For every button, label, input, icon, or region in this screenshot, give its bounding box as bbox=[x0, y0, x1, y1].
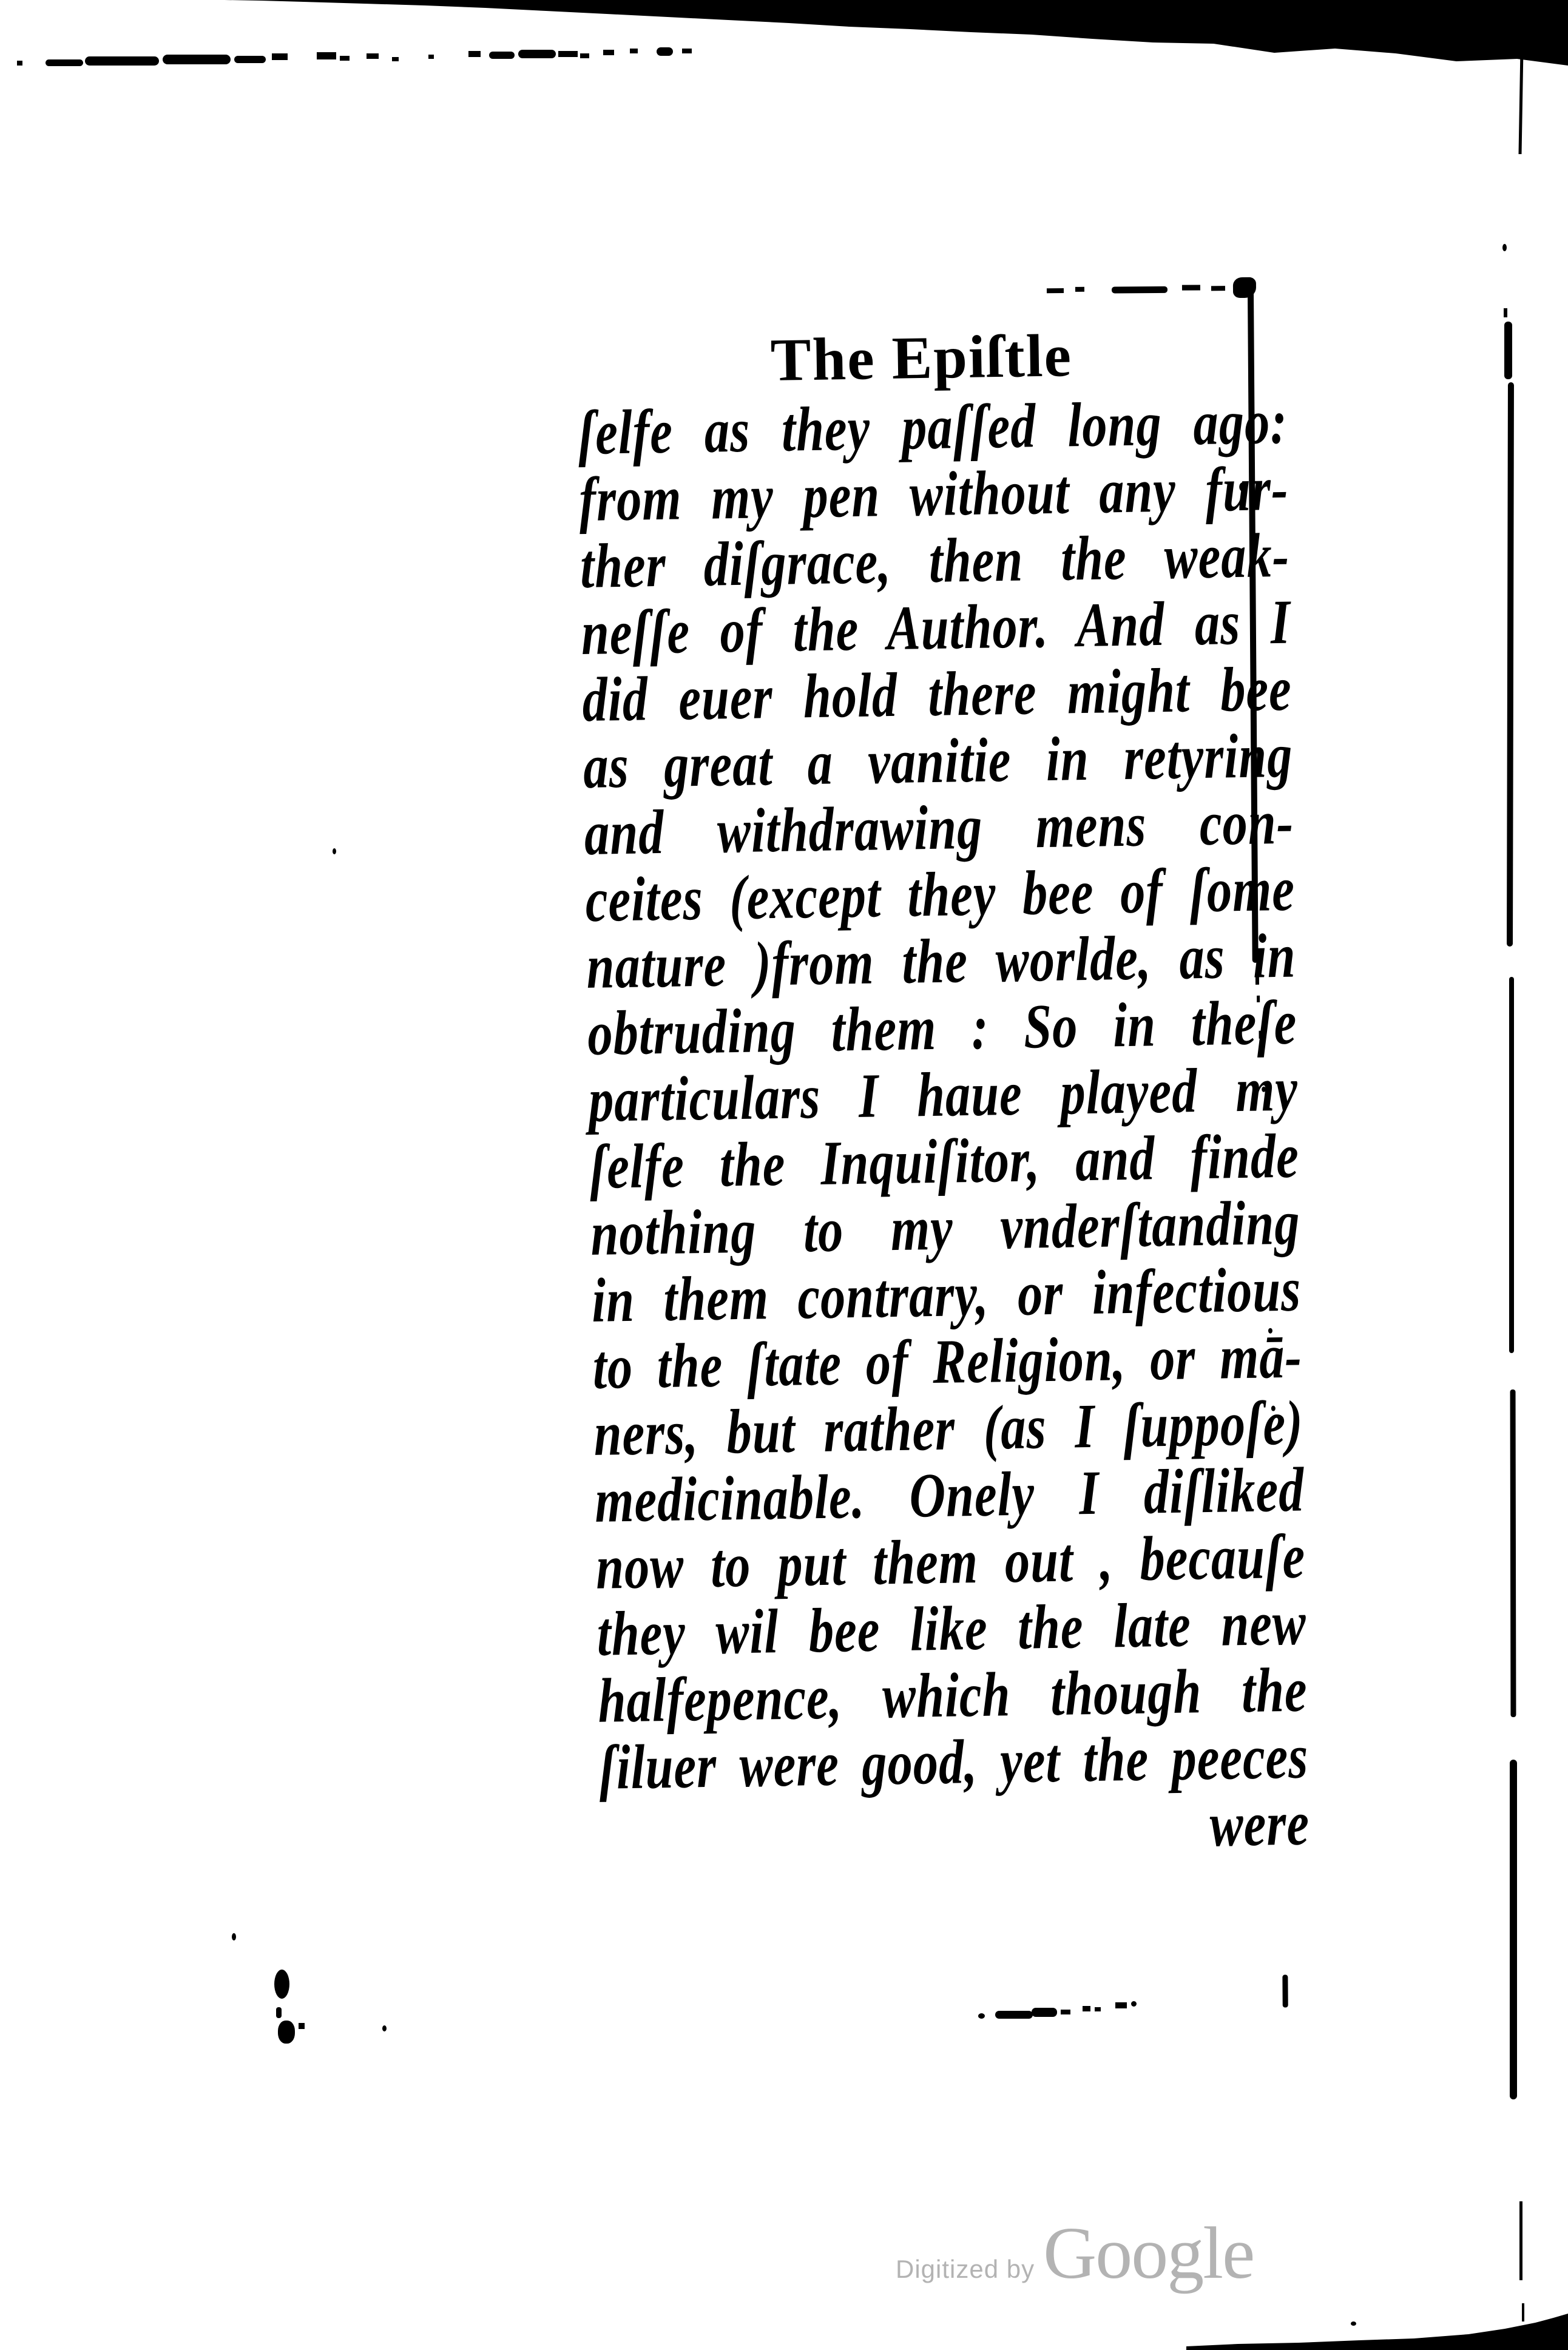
text-line: as great a vanitie in retyring bbox=[583, 721, 1294, 802]
text-line: they wil bee like the late new bbox=[596, 1589, 1307, 1670]
body-text bbox=[577, 387, 1310, 1869]
scan-top-black-band bbox=[0, 0, 1568, 103]
text-line: ſelfe the Inquiſitor, and finde bbox=[589, 1121, 1300, 1203]
google-logo: Google bbox=[1043, 2212, 1254, 2294]
text-line: and withdrawing mens con- bbox=[584, 788, 1294, 869]
text-line: obtruding them : So in theſe bbox=[587, 988, 1298, 1069]
text-line: particulars I haue played my bbox=[588, 1055, 1299, 1136]
text-line: medicinable. Onely I diſliked bbox=[594, 1455, 1305, 1536]
text-line: in them contrary, or infectious bbox=[591, 1255, 1302, 1336]
text-line: were bbox=[1209, 1789, 1310, 1860]
text-line: ther diſgrace, then the weak- bbox=[580, 521, 1291, 602]
text-line: ſiluer were good, yet the peeces bbox=[598, 1722, 1309, 1803]
text-line: neſſe of the Author. And as I bbox=[581, 587, 1291, 669]
text-line: halfepence, which though the bbox=[597, 1655, 1308, 1737]
text-line: did euer hold there might bee bbox=[581, 654, 1293, 735]
text-line: ſelfe as they paſſed long ago: bbox=[577, 387, 1288, 468]
text-line: nothing to my vnderſtanding bbox=[590, 1188, 1301, 1269]
text-line: ners, but rather (as I ſuppoſe) bbox=[593, 1388, 1304, 1470]
text-line: now to put them out , becauſe bbox=[595, 1522, 1306, 1603]
digitized-by-label: Digitized by bbox=[896, 2255, 1035, 2283]
text-line: nature )from the worlde, as in bbox=[586, 921, 1297, 1002]
text-line: from my pen without any fur- bbox=[578, 454, 1289, 535]
text-block bbox=[576, 319, 1310, 1869]
text-line: ceites (except they bee of ſome bbox=[584, 854, 1296, 936]
digitization-footer bbox=[896, 2212, 1254, 2294]
scan-bottom-black-band bbox=[0, 2312, 1568, 2350]
text-line: to the ſtate of Religion, or mā- bbox=[592, 1322, 1303, 1403]
page-title: The Epiſtle bbox=[769, 322, 1073, 394]
